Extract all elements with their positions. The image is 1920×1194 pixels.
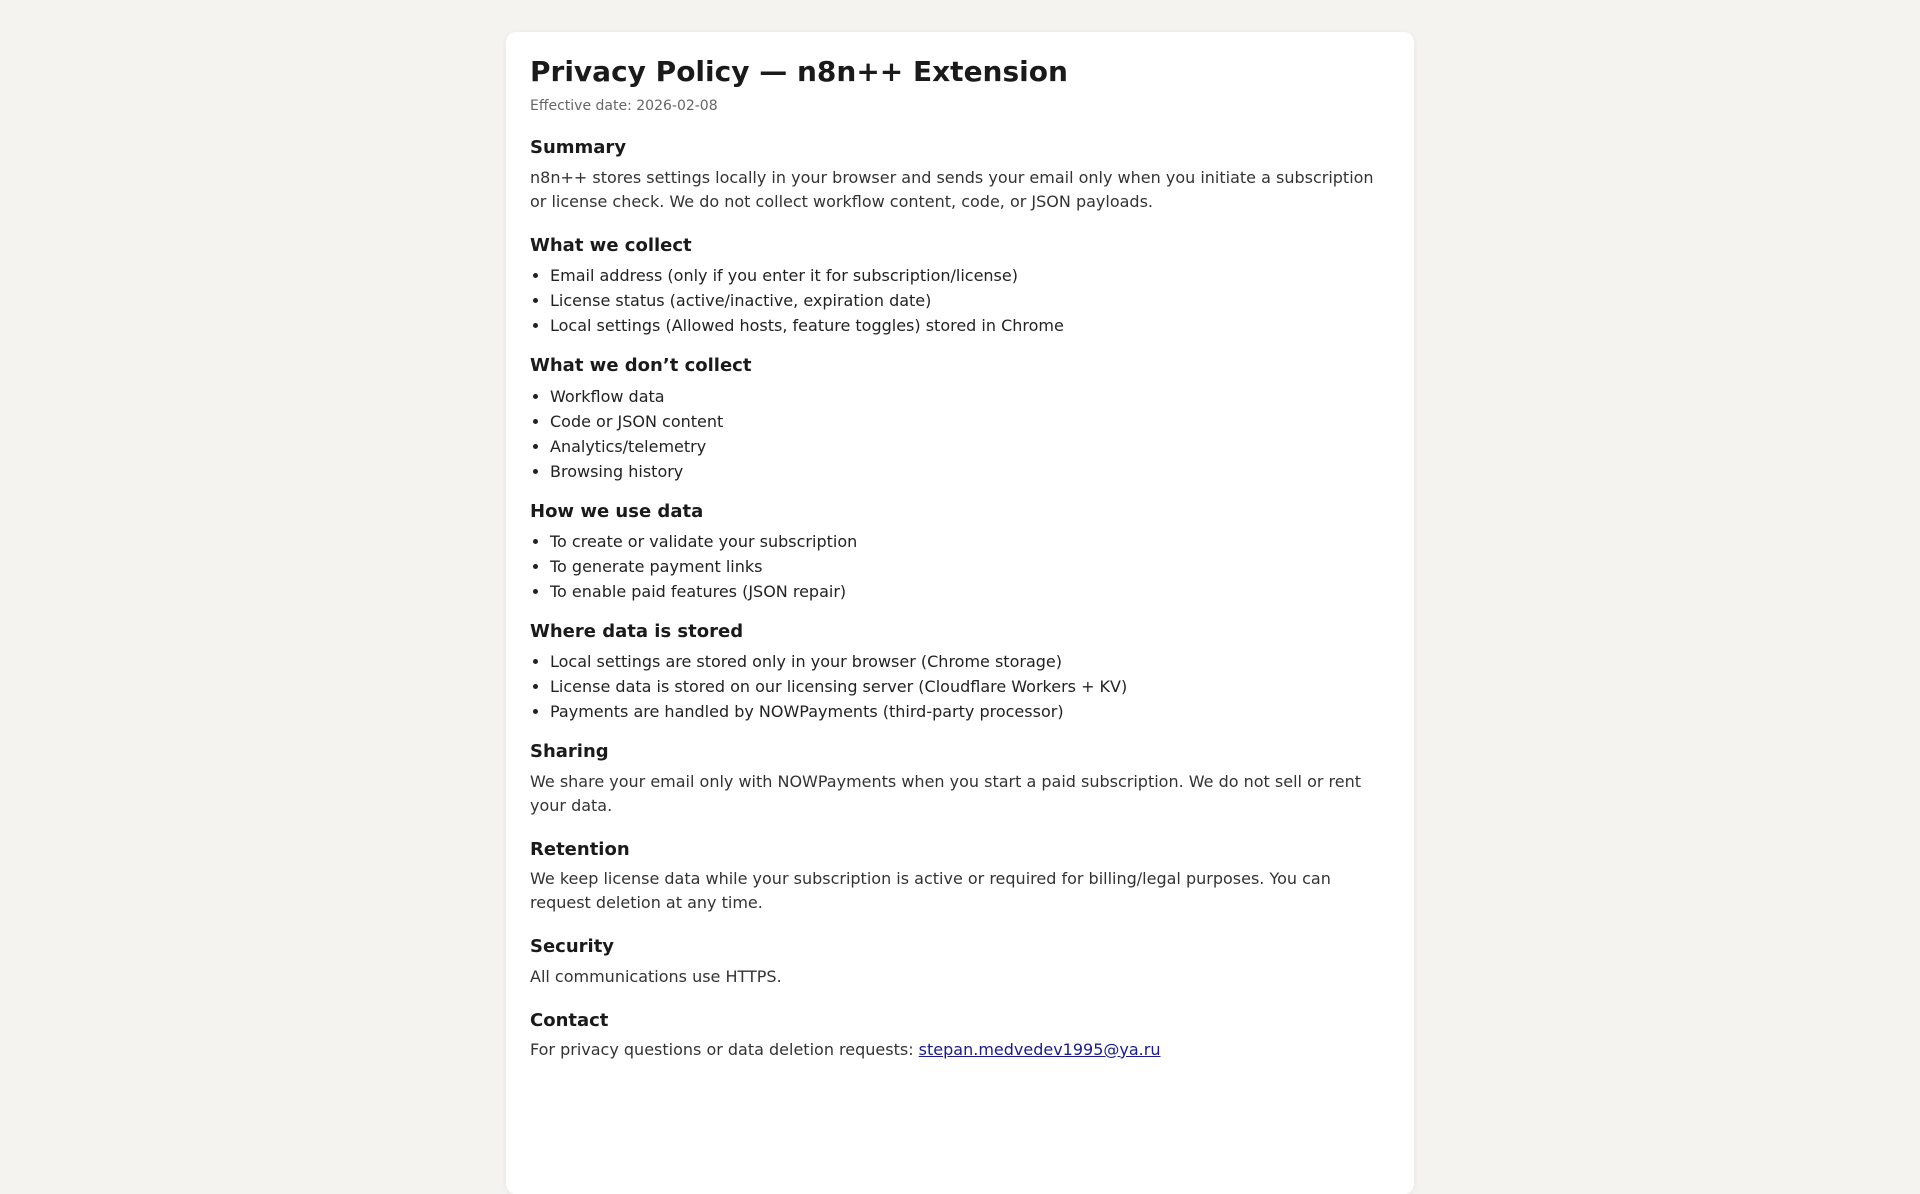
collect-list xyxy=(530,263,1390,338)
contact-text: For privacy questions or data deletion requests: xyxy=(530,1039,919,1059)
list-item: • License status (active/inactive, expiration date) xyxy=(550,288,1390,313)
list-item: • Local settings (Allowed hosts, feature toggles) stored in Chrome xyxy=(550,313,1390,338)
use-list xyxy=(530,529,1390,604)
list-item: • Local settings are stored only in your browser (Chrome storage) xyxy=(550,649,1390,674)
policy-card xyxy=(506,32,1414,1194)
use-heading: How we use data xyxy=(530,500,704,522)
stored-list xyxy=(530,649,1390,724)
summary-heading: Summary xyxy=(530,137,627,159)
stored-heading: Where data is stored xyxy=(530,620,744,642)
page-title: Privacy Policy — n8n++ Extension xyxy=(530,55,1068,88)
list-item: • Code or JSON content xyxy=(550,409,1390,434)
security-text: All communications use HTTPS. xyxy=(530,966,782,986)
dont-collect-heading: What we don’t collect xyxy=(530,355,752,377)
list-item: • Browsing history xyxy=(550,459,1390,484)
list-item: • Workflow data xyxy=(550,384,1390,409)
effective-date: Effective date: 2026-02-08 xyxy=(530,98,718,115)
list-item: • To enable paid features (JSON repair) xyxy=(550,579,1390,604)
security-heading: Security xyxy=(530,936,615,958)
contact-heading: Contact xyxy=(530,1009,609,1031)
sharing-text: We share your email only with NOWPayments when you start a paid subscription. We do not sell or rent your data. xyxy=(530,771,1361,815)
retention-text: We keep license data while your subscription is active or required for billing/legal purposes. You can request deletion at any time. xyxy=(530,869,1331,913)
list-item: • Email address (only if you enter it for subscription/license) xyxy=(550,263,1390,288)
contact-paragraph xyxy=(530,1038,1390,1062)
list-item: • License data is stored on our licensing server (Cloudflare Workers + KV) xyxy=(550,674,1390,699)
list-item: • To generate payment links xyxy=(550,554,1390,579)
sharing-heading: Sharing xyxy=(530,741,609,763)
list-item: • Payments are handled by NOWPayments (third-party processor) xyxy=(550,699,1390,724)
list-item: • Analytics/telemetry xyxy=(550,434,1390,459)
retention-heading: Retention xyxy=(530,838,630,860)
contact-email-link[interactable]: stepan.medvedev1995@ya.ru xyxy=(918,1039,1161,1059)
dont-collect-list xyxy=(530,384,1390,484)
summary-text: n8n++ stores settings locally in your browser and sends your email only when you initiate a subscription or license check. We do not collect workflow content, code, or JSON payloads. xyxy=(530,167,1374,211)
list-item: • To create or validate your subscription xyxy=(550,529,1390,554)
collect-heading: What we collect xyxy=(530,234,692,256)
